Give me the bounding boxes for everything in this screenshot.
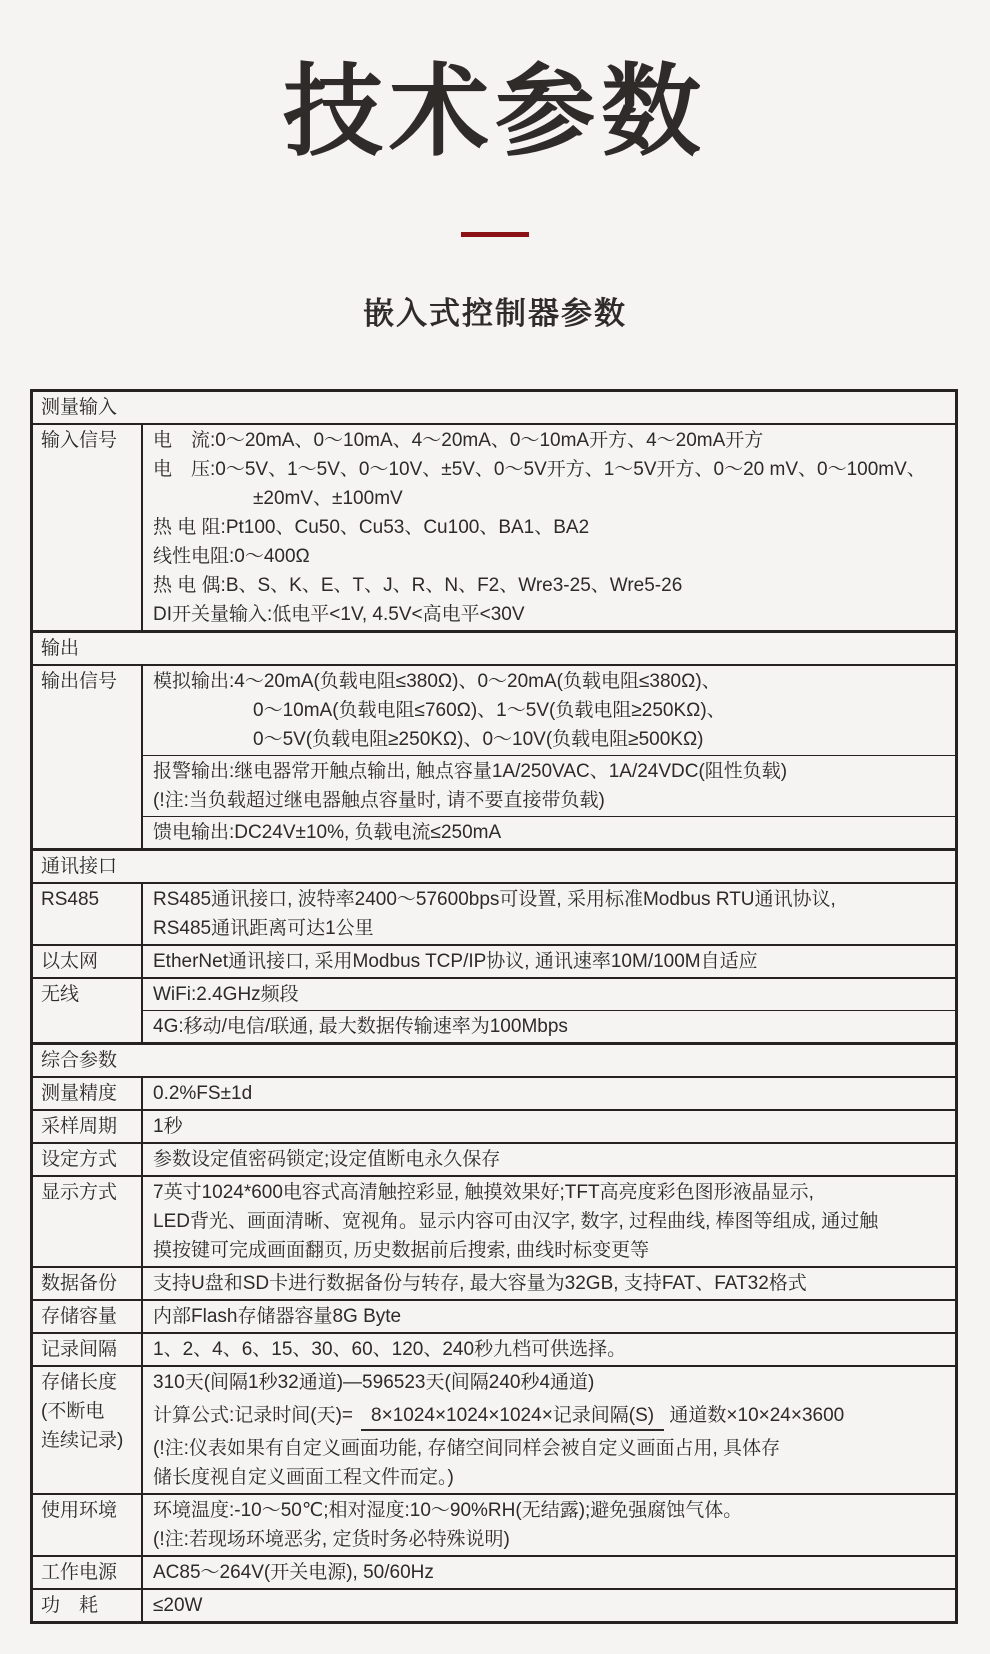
label-line-storage-length-2: (不断电 — [41, 1401, 105, 1422]
row-content — [143, 1144, 955, 1175]
row-label-record-interval: 记录间隔 — [33, 1334, 143, 1365]
spec-line-analog-2: 0～10mA(负载电阻≤760Ω)、1～5V(负载电阻≥250KΩ)、 — [253, 700, 726, 721]
spec-cell-analog-output — [143, 666, 955, 756]
row-content — [143, 1078, 955, 1109]
spec-row-rs485 — [33, 884, 955, 946]
label-line-storage-length-3: 连续记录) — [41, 1430, 124, 1451]
spec-cell-power-consumption — [143, 1590, 955, 1621]
spec-line-display-3: 摸按键可完成画面翻页, 历史数据前后搜索, 曲线时标变更等 — [153, 1240, 650, 1261]
row-label-power-consumption: 功 耗 — [33, 1590, 143, 1621]
spec-row-display — [33, 1177, 955, 1268]
row-label-setting-method: 设定方式 — [33, 1144, 143, 1175]
row-content — [143, 884, 955, 944]
row-label-power-supply: 工作电源 — [33, 1557, 143, 1588]
label-line-storage-length-1: 存储长度 — [41, 1372, 118, 1393]
spec-line-environment-note: (!注:若现场环境恶劣, 定货时务必特殊说明) — [153, 1529, 510, 1550]
spec-cell-rs485 — [143, 884, 955, 944]
spec-row-ethernet — [33, 946, 955, 979]
spec-table — [30, 389, 958, 1624]
row-content — [143, 1495, 955, 1555]
row-label-output-signal: 输出信号 — [33, 666, 143, 848]
spec-cell-data-backup — [143, 1268, 955, 1299]
spec-line-environment-1: 环境温度:-10～50℃;相对湿度:10～90%RH(无结露);避免强腐蚀气体。 — [153, 1500, 743, 1521]
spec-line-sampling-period: 1秒 — [153, 1116, 183, 1137]
spec-line-di-input: DI开关量输入:低电平<1V, 4.5V<高电平<30V — [153, 604, 525, 625]
spec-cell-storage-length — [143, 1367, 955, 1493]
row-content — [143, 1111, 955, 1142]
spec-row-input-signal — [33, 425, 955, 632]
row-content — [143, 979, 955, 1042]
spec-cell-display — [143, 1177, 955, 1266]
row-label-display: 显示方式 — [33, 1177, 143, 1266]
spec-row-sampling-period — [33, 1111, 955, 1144]
formula-fraction — [361, 1401, 844, 1430]
spec-row-storage-length — [33, 1367, 955, 1495]
spec-line-storage-note-2: 储长度视自定义画面工程文件而定。) — [153, 1467, 454, 1488]
spec-cell-ethernet — [143, 946, 955, 977]
spec-cell-feed-output — [143, 817, 955, 848]
spec-row-storage-capacity — [33, 1301, 955, 1334]
spec-row-output-signal — [33, 666, 955, 850]
spec-line-4g: 4G:移动/电信/联通, 最大数据传输速率为100Mbps — [153, 1016, 568, 1037]
row-label-ethernet: 以太网 — [33, 946, 143, 977]
spec-line-ethernet: EtherNet通讯接口, 采用Modbus TCP/IP协议, 通讯速率10M/100M自适应 — [153, 951, 758, 972]
row-label-data-backup: 数据备份 — [33, 1268, 143, 1299]
spec-cell-setting-method — [143, 1144, 955, 1175]
spec-cell-power-supply — [143, 1557, 955, 1588]
spec-row-accuracy — [33, 1078, 955, 1111]
row-content — [143, 1590, 955, 1621]
fraction-denominator: 通道数×10×24×3600 — [669, 1405, 845, 1426]
spec-row-power-supply — [33, 1557, 955, 1590]
spec-row-environment — [33, 1495, 955, 1557]
spec-row-wireless — [33, 979, 955, 1044]
spec-line-power-supply: AC85～264V(开关电源), 50/60Hz — [153, 1562, 434, 1583]
row-label-sampling-period: 采样周期 — [33, 1111, 143, 1142]
spec-line-voltage-cont: ±20mV、±100mV — [253, 488, 403, 509]
section-header-communication: 通讯接口 — [33, 850, 955, 884]
spec-cell-environment — [143, 1495, 955, 1555]
section-header-output: 输出 — [33, 632, 955, 666]
spec-line-storage-note-1: (!注:仪表如果有自定义画面功能, 存储空间同样会被自定义画面占用, 具体存 — [153, 1438, 781, 1459]
spec-cell-storage-capacity — [143, 1301, 955, 1332]
section-header-measurement-input: 测量输入 — [33, 392, 955, 425]
spec-line-alarm-note: (!注:当负载超过继电器触点容量时, 请不要直接带负载) — [153, 790, 605, 811]
spec-line-record-interval: 1、2、4、6、15、30、60、120、240秒九档可供选择。 — [153, 1339, 627, 1360]
spec-line-alarm-1: 报警输出:继电器常开触点输出, 触点容量1A/250VAC、1A/24VDC(阻性负载) — [153, 761, 788, 782]
row-content — [143, 1268, 955, 1299]
row-label-rs485: RS485 — [33, 884, 143, 944]
spec-line-analog-1: 模拟输出:4～20mA(负载电阻≤380Ω)、0～20mA(负载电阻≤380Ω)、 — [153, 671, 721, 692]
row-content — [143, 1301, 955, 1332]
row-content — [143, 666, 955, 848]
spec-cell-wifi — [143, 979, 955, 1011]
row-label-accuracy: 测量精度 — [33, 1078, 143, 1109]
spec-cell-record-interval — [143, 1334, 955, 1365]
spec-line-accuracy: 0.2%FS±1d — [153, 1083, 253, 1104]
row-label-storage-length — [33, 1367, 143, 1493]
spec-line-feed-output: 馈电输出:DC24V±10%, 负载电流≤250mA — [153, 822, 502, 843]
row-label-storage-capacity: 存储容量 — [33, 1301, 143, 1332]
spec-line-display-1: 7英寸1024*600电容式高清触控彩显, 触摸效果好;TFT高亮度彩色图形液晶显示, — [153, 1182, 814, 1203]
spec-line-display-2: LED背光、画面清晰、宽视角。显示内容可由汉字, 数字, 过程曲线, 棒图等组成, 通过触 — [153, 1211, 879, 1232]
spec-line-thermocouple: 热 电 偶:B、S、K、E、T、J、R、N、F2、Wre3-25、Wre5-26 — [153, 575, 683, 596]
row-content — [143, 1557, 955, 1588]
spec-line-current: 电 流:0～20mA、0～10mA、4～20mA、0～10mA开方、4～20mA开方 — [153, 430, 764, 451]
fraction-numerator: 8×1024×1024×1024×记录间隔(S) — [361, 1405, 664, 1431]
row-content — [143, 946, 955, 977]
spec-cell-4g — [143, 1011, 955, 1042]
spec-line-analog-3: 0～5V(负载电阻≥250KΩ)、0～10V(负载电阻≥500KΩ) — [253, 729, 704, 750]
spec-cell-accuracy — [143, 1078, 955, 1109]
row-content — [143, 1367, 955, 1493]
spec-line-rtd: 热 电 阻:Pt100、Cu50、Cu53、Cu100、BA1、BA2 — [153, 517, 590, 538]
spec-cell-sampling-period — [143, 1111, 955, 1142]
page-title: 技术参数 — [283, 56, 707, 168]
spec-line-rs485-1: RS485通讯接口, 波特率2400～57600bps可设置, 采用标准Modbus RTU通讯协议, — [153, 889, 836, 910]
spec-line-power-consumption: ≤20W — [153, 1595, 203, 1616]
formula-prefix: 计算公式:记录时间(天)= — [153, 1405, 354, 1426]
spec-line-wifi: WiFi:2.4GHz频段 — [153, 984, 299, 1005]
page-subtitle: 嵌入式控制器参数 — [363, 296, 627, 331]
storage-formula — [153, 1397, 947, 1434]
spec-line-storage-range: 310天(间隔1秒32通道)—596523天(间隔240秒4通道) — [153, 1372, 595, 1393]
section-header-general-parameters: 综合参数 — [33, 1044, 955, 1078]
spec-line-voltage: 电 压:0～5V、1～5V、0～10V、±5V、0～5V开方、1～5V开方、0～20 mV、0～100mV、 — [153, 459, 926, 480]
row-label-environment: 使用环境 — [33, 1495, 143, 1555]
row-label-input-signal: 输入信号 — [33, 425, 143, 630]
spec-row-data-backup — [33, 1268, 955, 1301]
spec-line-data-backup: 支持U盘和SD卡进行数据备份与转存, 最大容量为32GB, 支持FAT、FAT32格式 — [153, 1273, 807, 1294]
spec-cell-alarm-output — [143, 756, 955, 817]
spec-row-power-consumption — [33, 1590, 955, 1621]
spec-line-rs485-2: RS485通讯距离可达1公里 — [153, 918, 374, 939]
spec-line-storage-capacity: 内部Flash存储器容量8G Byte — [153, 1306, 402, 1327]
row-label-wireless: 无线 — [33, 979, 143, 1042]
row-content — [143, 425, 955, 630]
spec-cell-input-types — [143, 425, 955, 630]
row-content — [143, 1177, 955, 1266]
spec-line-setting-method: 参数设定值密码锁定;设定值断电永久保存 — [153, 1149, 501, 1170]
spec-row-record-interval — [33, 1334, 955, 1367]
spec-line-linear-resistance: 线性电阻:0～400Ω — [153, 546, 310, 567]
spec-row-setting-method — [33, 1144, 955, 1177]
row-content — [143, 1334, 955, 1365]
